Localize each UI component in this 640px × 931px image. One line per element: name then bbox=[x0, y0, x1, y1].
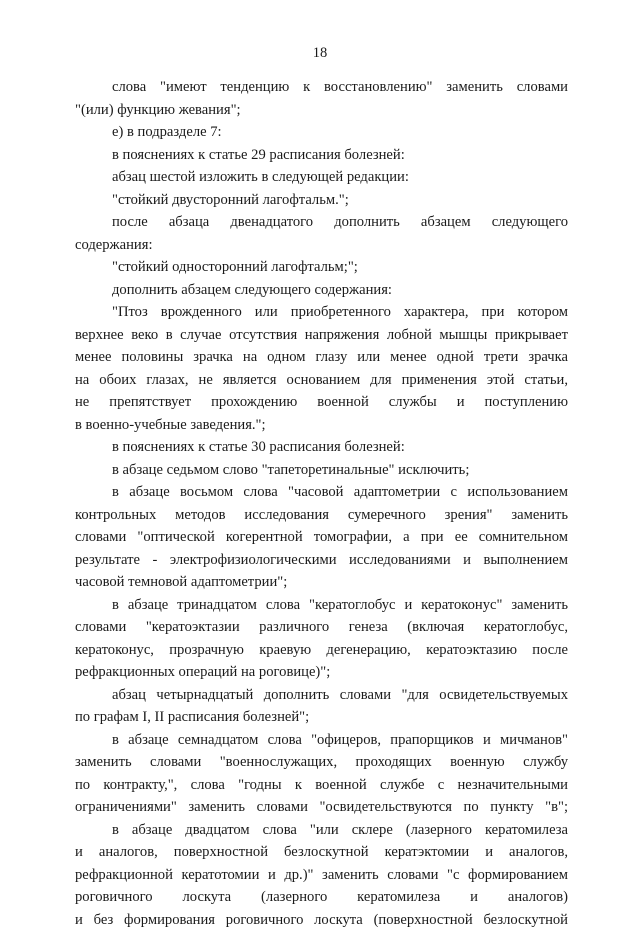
text-line: словами "оптической когерентной томографии, а при ее сомнительном bbox=[75, 526, 568, 549]
text-line: в пояснениях к статье 29 расписания болезней: bbox=[75, 144, 568, 167]
text-line: "стойкий двусторонний лагофтальм."; bbox=[75, 189, 568, 212]
text-line: в пояснениях к статье 30 расписания болезней: bbox=[75, 436, 568, 459]
text-line: "(или) функцию жевания"; bbox=[75, 99, 568, 122]
text-line: рефракционных операций на роговице)"; bbox=[75, 661, 568, 684]
text-line: словами "кератоэктазии различного генеза (включая кератоглобус, bbox=[75, 616, 568, 639]
text-line: ограничениями" заменить словами "освидетельствуются по пункту "в"; bbox=[75, 796, 568, 819]
document-body bbox=[75, 76, 568, 931]
text-line: часовой темновой адаптометрии"; bbox=[75, 571, 568, 594]
text-line: и аналогов, поверхностной безлоскутной кератэктомии и аналогов, bbox=[75, 841, 568, 864]
text-line: после абзаца двенадцатого дополнить абзацем следующего bbox=[75, 211, 568, 234]
text-line: заменить словами "военнослужащих, проходящих военную службу bbox=[75, 751, 568, 774]
text-line: в абзаце тринадцатом слова "кератоглобус и кератоконус" заменить bbox=[75, 594, 568, 617]
text-line: на обоих глазах, не является основанием для применения этой статьи, bbox=[75, 369, 568, 392]
text-line: слова "имеют тенденцию к восстановлению" заменить словами bbox=[75, 76, 568, 99]
text-line: менее половины зрачка на одном глазу или менее одной трети зрачка bbox=[75, 346, 568, 369]
text-line: в военно-учебные заведения."; bbox=[75, 414, 568, 437]
text-line: дополнить абзацем следующего содержания: bbox=[75, 279, 568, 302]
text-line: в абзаце восьмом слова "часовой адаптометрии с использованием bbox=[75, 481, 568, 504]
text-line: по контракту,", слова "годны к военной службе с незначительными bbox=[75, 774, 568, 797]
text-line: кератоконус, прозрачную краевую дегенерацию, кератоэктазию после bbox=[75, 639, 568, 662]
text-line: роговичного лоскута (лазерного кератомилеза и аналогов) bbox=[75, 886, 568, 909]
text-line: контрольных методов исследования сумеречного зрения" заменить bbox=[75, 504, 568, 527]
text-line: в абзаце семнадцатом слова "офицеров, прапорщиков и мичманов" bbox=[75, 729, 568, 752]
text-line: в абзаце седьмом слово "тапеторетинальные" исключить; bbox=[75, 459, 568, 482]
text-line: абзац четырнадцатый дополнить словами "для освидетельствуемых bbox=[75, 684, 568, 707]
text-line: "стойкий односторонний лагофтальм;"; bbox=[75, 256, 568, 279]
text-line: рефракционной кератотомии и др.)" заменить словами "с формированием bbox=[75, 864, 568, 887]
text-line: в абзаце двадцатом слова "или склере (лазерного кератомилеза bbox=[75, 819, 568, 842]
text-line: е) в подразделе 7: bbox=[75, 121, 568, 144]
text-line: результате - электрофизиологическими исследованиями и выполнением bbox=[75, 549, 568, 572]
page-number: 18 bbox=[0, 44, 640, 62]
text-line: по графам I, II расписания болезней"; bbox=[75, 706, 568, 729]
text-line: не препятствует прохождению военной службы и поступлению bbox=[75, 391, 568, 414]
text-line: и без формирования роговичного лоскута (поверхностной безлоскутной bbox=[75, 909, 568, 931]
text-line: содержания: bbox=[75, 234, 568, 257]
text-line: "Птоз врожденного или приобретенного характера, при котором bbox=[75, 301, 568, 324]
text-line: верхнее веко в случае отсутствия напряжения лобной мышцы прикрывает bbox=[75, 324, 568, 347]
text-line: абзац шестой изложить в следующей редакции: bbox=[75, 166, 568, 189]
